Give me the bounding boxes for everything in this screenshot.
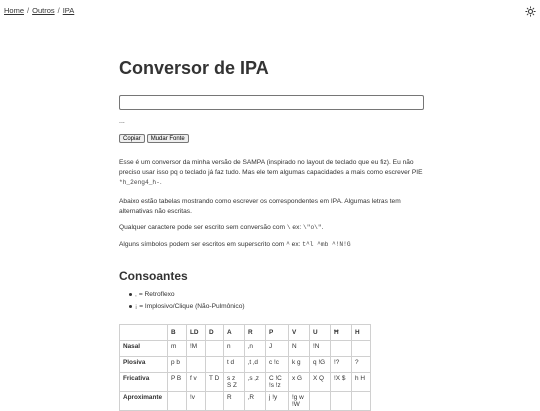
table-cell: ? [352,357,371,373]
table-cell [331,341,352,357]
table-cell: !? [331,357,352,373]
table-cell: h H [352,373,371,392]
table-header-cell: V [289,325,310,341]
table-cell: ‚s ‚z [245,373,266,392]
table-cell [206,357,224,373]
table-cell: !M [187,341,206,357]
legend-item-retroflex [129,290,245,302]
intro-text: Esse é um conversor da minha versão de SAMPA (inspirado no layout de teclado que eu fiz). Eu não preciso usar isso pq o teclado já faz tudo. Mas ele tem algumas capacidades a mais como escrever PIE [119,159,423,176]
table-header-cell: D [206,325,224,341]
table-cell: ‚t ‚d [245,357,266,373]
table-cell: c !c [266,357,289,373]
row-label: Plosiva [120,357,168,373]
table-cell: j !y [266,392,289,411]
table-cell: X Q [310,373,331,392]
table-cell: k g [289,357,310,373]
table-cell: ‚R [245,392,266,411]
table-cell: R [224,392,245,411]
consonants-table [119,324,371,411]
superscript-text: Alguns símbolos podem ser escritos em superscrito com [119,241,287,248]
table-header-cell: LD [187,325,206,341]
table-row [120,392,371,411]
consonants-legend [129,290,245,314]
table-cell: !X $ [331,373,352,392]
table-cell: m [168,341,187,357]
superscript-char-code: ^ [286,241,290,248]
ipa-output: ... [119,118,125,125]
table-cell: !g w !W [289,392,310,411]
legend-item-implosive [129,302,245,314]
table-cell: n [224,341,245,357]
table-cell: C !C !s !z [266,373,289,392]
tables-description: Abaixo estão tabelas mostrando como escrever os correspondentes em IPA. Algumas letras tem alternativas não escritas. [119,198,401,215]
intro-paragraph [119,158,425,188]
table-row [120,341,371,357]
breadcrumb [4,6,74,15]
consonants-heading: Consoantes [119,269,188,283]
escape-char-code: \ [286,224,291,231]
table-cell: P B [168,373,187,392]
ipa-input[interactable] [119,95,424,110]
table-cell [352,341,371,357]
table-cell [352,392,371,411]
table-header-cell: B [168,325,187,341]
table-cell: s z S Z [224,373,245,392]
row-label: Aproximante [120,392,168,411]
breadcrumb-home-link[interactable]: Home [4,6,25,15]
superscript-description [119,240,425,250]
table-header-cell: P [266,325,289,341]
table-cell [310,392,331,411]
escape-example-code: \"o\" [303,224,322,231]
table-cell [187,357,206,373]
legend-symbol: , [135,291,137,298]
table-cell: J [266,341,289,357]
table-cell: ‚n [245,341,266,357]
escape-text: Qualquer caractere pode ser escrito sem conversão com [119,224,287,231]
table-cell: !N [310,341,331,357]
superscript-example-code: t^l ^mb ^!N!G [302,241,351,248]
table-cell [331,392,352,411]
table-cell: p b [168,357,187,373]
table-cell: x G [289,373,310,392]
breadcrumb-ipa-link[interactable]: IPA [62,6,75,15]
intro-text-end: . [159,179,162,186]
breadcrumb-outros-link[interactable]: Outros [32,6,55,15]
table-header-cell: R [245,325,266,341]
breadcrumb-separator: / [27,6,30,15]
action-buttons [119,134,189,143]
table-header-row [120,325,371,341]
top-bar [0,0,540,22]
copy-button[interactable]: Copiar [119,134,145,143]
table-row [120,357,371,373]
superscript-mid-text: ex: [289,241,303,248]
table-header-cell: U [310,325,331,341]
page-title: Conversor de IPA [119,58,269,78]
table-cell: t d [224,357,245,373]
legend-text: = Implosivo/Clique (Não-Pulmônico) [139,303,245,310]
row-label: Fricativa [120,373,168,392]
change-font-button[interactable]: Mudar Fonte [147,134,189,143]
table-header-cell: H [352,325,371,341]
table-header-cell [120,325,168,341]
table-cell: q !G [310,357,331,373]
table-header-cell: A [224,325,245,341]
escape-description [119,223,425,233]
table-cell: T D [206,373,224,392]
table-cell [206,341,224,357]
pie-example-code: *h_2eng4_h- [119,179,160,186]
table-header-cell: Ħ [331,325,352,341]
breadcrumb-separator: / [57,6,60,15]
table-cell: N [289,341,310,357]
table-cell: f v [187,373,206,392]
table-cell [168,392,187,411]
table-cell [206,392,224,411]
escape-end-text: . [321,224,324,231]
table-row [120,373,371,392]
row-label: Nasal [120,341,168,357]
legend-text: = Retroflexo [138,291,175,298]
escape-mid-text: ex: [290,224,304,231]
legend-symbol: ¡ [135,303,138,310]
table-cell: !v [187,392,206,411]
sun-icon [525,6,536,17]
theme-toggle-button[interactable] [525,4,536,15]
